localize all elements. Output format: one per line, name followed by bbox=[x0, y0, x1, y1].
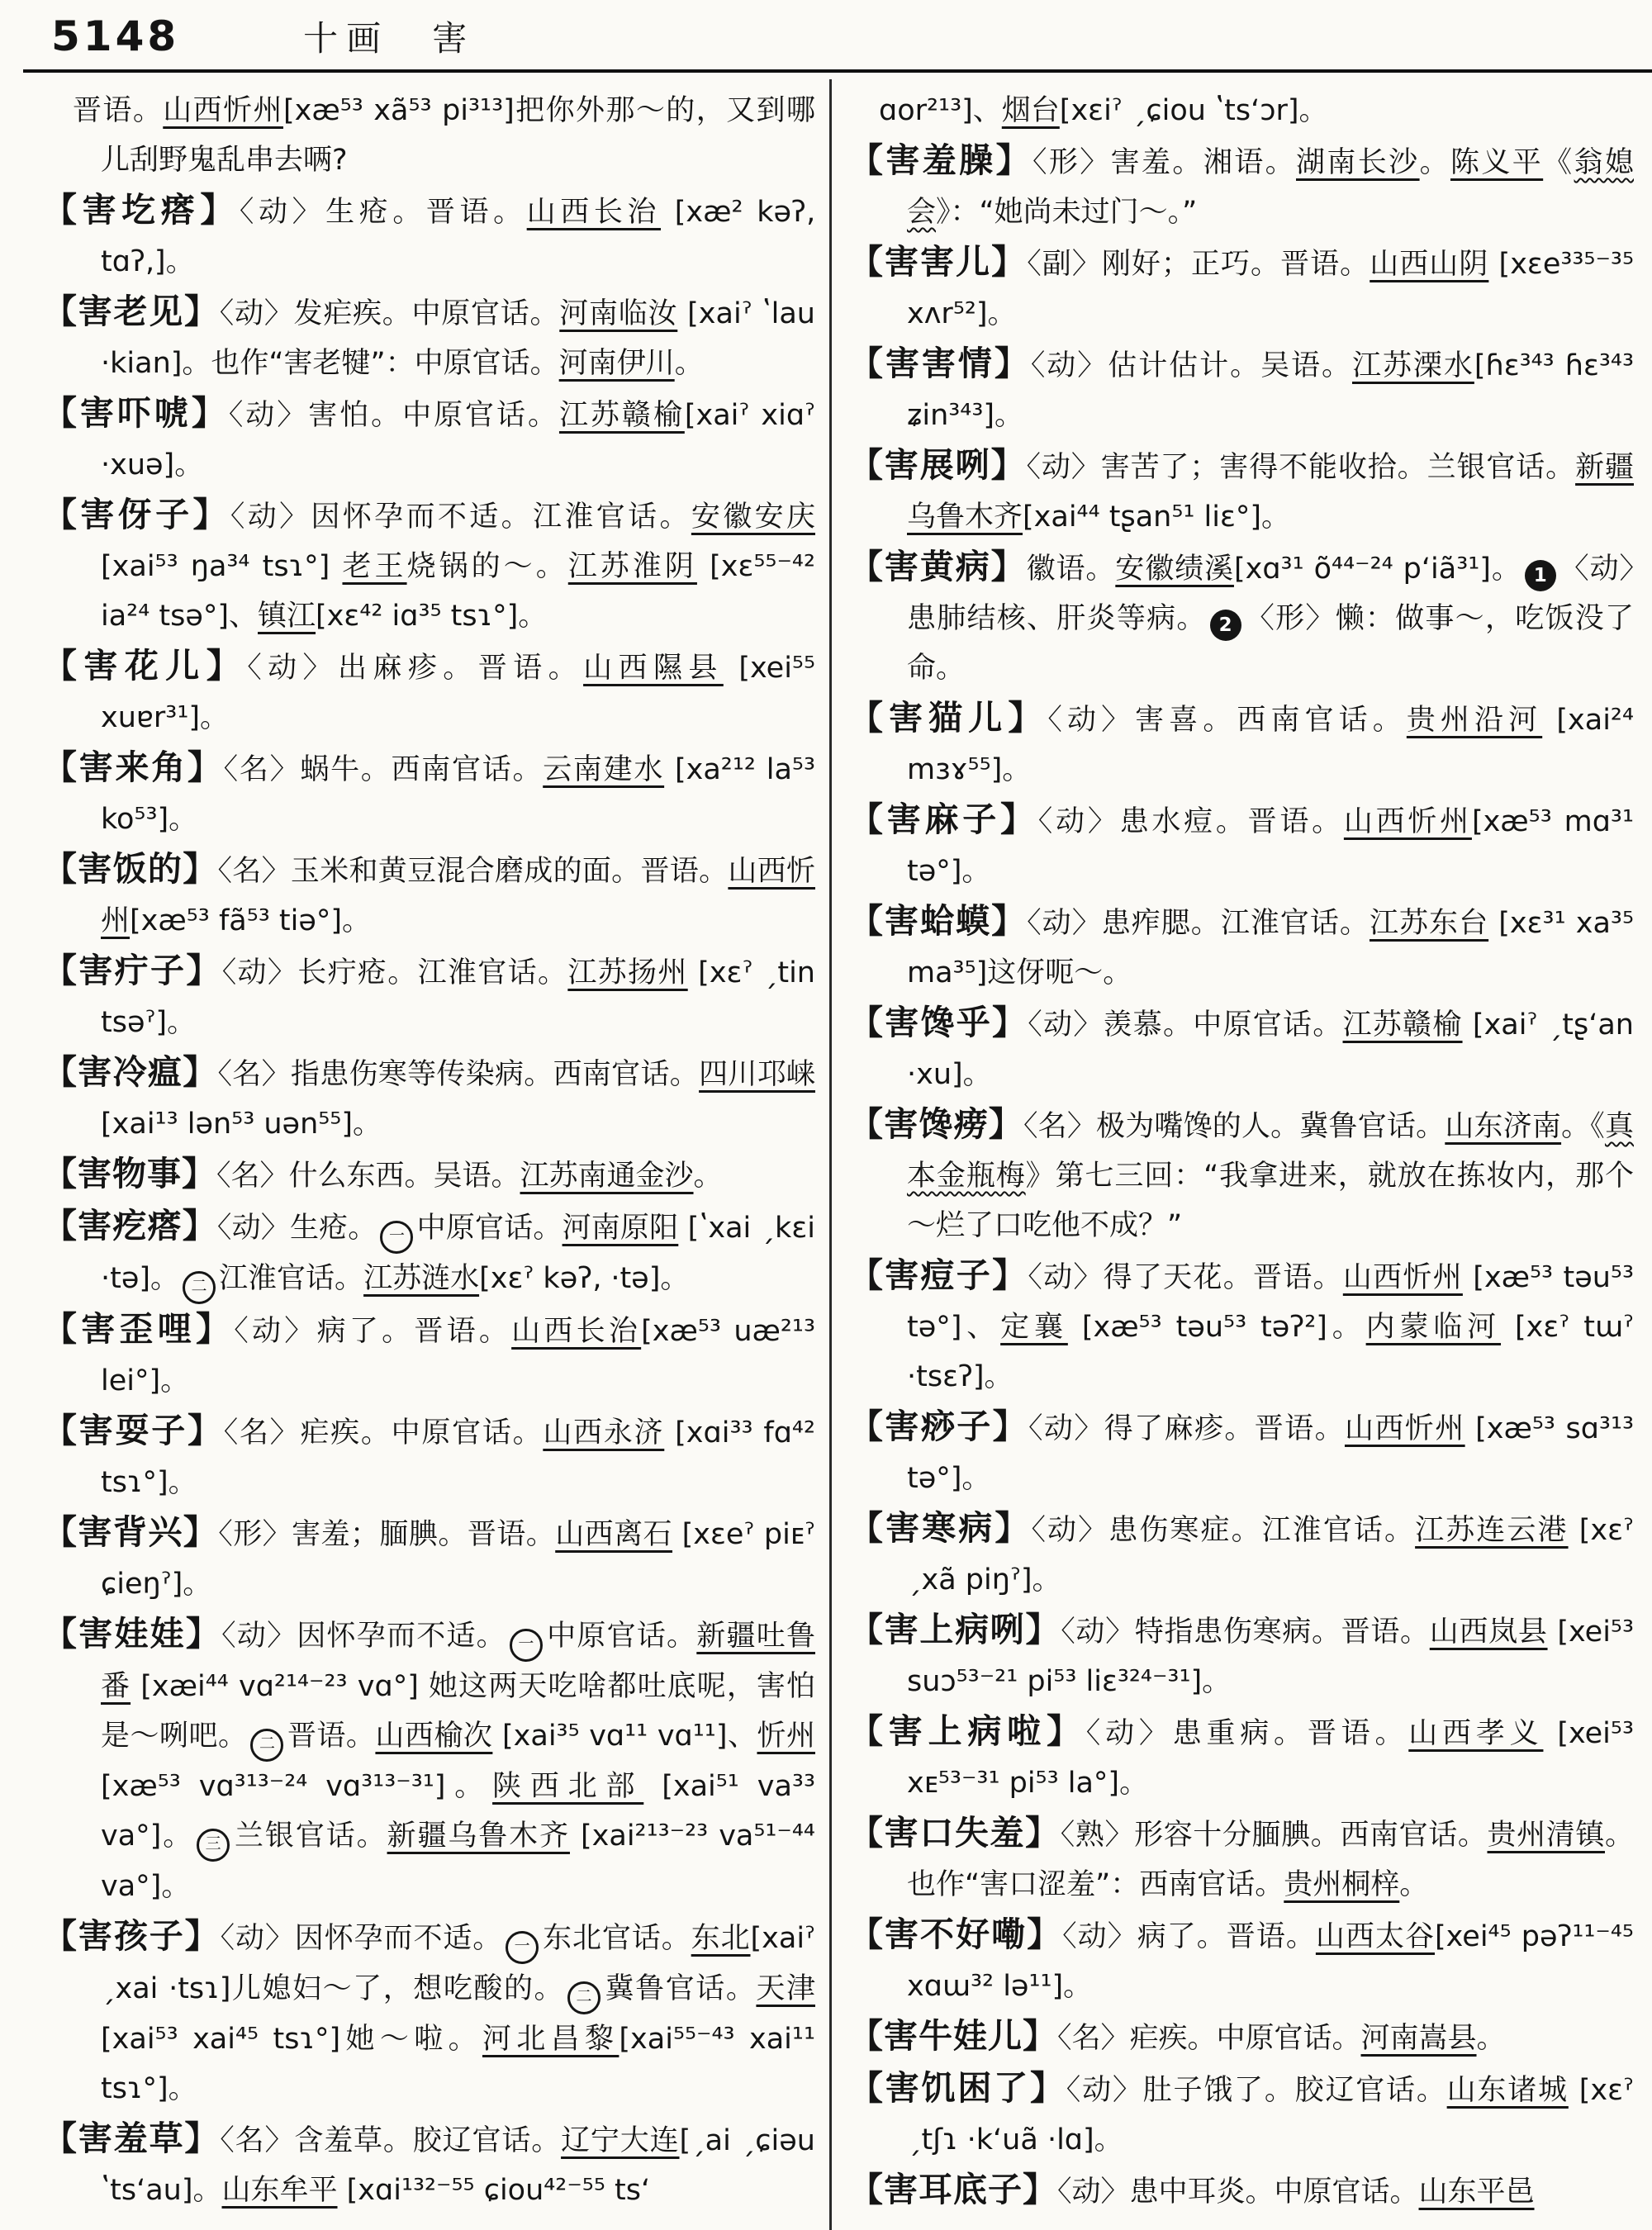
entry-text: [xei⁵³ xᴇ⁵³⁻³¹ pi⁵³ la°]。 bbox=[907, 1717, 1634, 1800]
dict-entry bbox=[849, 135, 1634, 237]
proper-name: 山东平邑 bbox=[1418, 2175, 1535, 2209]
entry-text: [xɛˀ ˏtin tsəˀ]。 bbox=[101, 956, 815, 1039]
entry-text: 〈动〉估计估计。吴语。 bbox=[1030, 349, 1352, 382]
entry-text: [ʽxai ˏkɛi ·tə]。 bbox=[101, 1212, 815, 1295]
entry-text: 。 bbox=[1399, 1868, 1429, 1901]
entry-text: [xai²⁴ mɜɤ⁵⁵]。 bbox=[907, 704, 1634, 786]
entry-headword: 【害饭的】 bbox=[43, 849, 218, 889]
entry-text: [xæ⁵³ sɑ³¹³ tə°]。 bbox=[907, 1412, 1635, 1495]
entry-headword: 【害馋乎】 bbox=[849, 1003, 1028, 1042]
proper-name: 山西忻州 bbox=[163, 94, 283, 127]
entry-text: 烧锅的～。 bbox=[406, 550, 568, 583]
entry-headword: 【害娃娃】 bbox=[43, 1614, 222, 1654]
left-column bbox=[43, 86, 815, 2215]
proper-name: 山西长治 bbox=[511, 1315, 642, 1348]
proper-name: 山西离石 bbox=[555, 1518, 673, 1551]
entry-text: 〈动〉肚子饿了。胶辽官话。 bbox=[1066, 2074, 1447, 2107]
entry-text: 〈动〉因怀孕而不适。 bbox=[221, 1620, 506, 1653]
entry-headword: 【害馋痨】 bbox=[849, 1104, 1023, 1144]
dict-entry bbox=[849, 1503, 1634, 1605]
proper-name: 忻州 bbox=[757, 1720, 815, 1753]
header-rule bbox=[23, 69, 1652, 73]
entry-text: 〈动〉得了天花。晋语。 bbox=[1028, 1261, 1343, 1294]
dict-entry bbox=[43, 1911, 815, 2114]
book-title: 翁媳会 bbox=[907, 146, 1634, 229]
proper-name: 贵州清镇 bbox=[1487, 1819, 1605, 1852]
sense-number-badge: 一 bbox=[380, 1221, 413, 1254]
entry-headword: 【害上病啦】 bbox=[849, 1711, 1086, 1751]
proper-name: 贵州沿河 bbox=[1406, 704, 1543, 737]
proper-name: 江苏赣榆 bbox=[1342, 1008, 1463, 1041]
proper-name: 河南原阳 bbox=[562, 1212, 679, 1245]
entry-text: 〈动〉害怕。中原官话。 bbox=[228, 399, 559, 432]
entry-text: 〈名〉疟疾。中原官话。 bbox=[1057, 2022, 1361, 2055]
entry-text: [xæ⁵³ təu⁵³ tə°]、 bbox=[907, 1261, 1634, 1344]
entry-text: [xɛ⁴² iɑ³⁵ tsɿ°]。 bbox=[316, 600, 548, 633]
entry-text: 。也作“害口涩羞”：西南官话。 bbox=[907, 1819, 1634, 1901]
proper-name: 江苏连云港 bbox=[1415, 1514, 1569, 1547]
entry-text: 〈动〉长疔疮。江淮官话。 bbox=[221, 956, 568, 989]
entry-text: [xɛˀ ˏxã piŋˀ]。 bbox=[907, 1514, 1634, 1597]
entry-text: [xei⁵⁵ xuɐr³¹]。 bbox=[101, 652, 815, 734]
entry-text: [xɛ⁵⁵⁻⁴² ia²⁴ tsə°]、 bbox=[101, 550, 815, 633]
entry-headword: 【害展咧】 bbox=[849, 445, 1027, 485]
dict-entry bbox=[43, 388, 815, 490]
entry-headword: 【害耍子】 bbox=[43, 1411, 224, 1450]
proper-name: 内蒙临河 bbox=[1365, 1311, 1502, 1344]
entry-text: [xai⁵³ xai⁴⁵ tsɿ°]她～啦。 bbox=[101, 2023, 482, 2056]
proper-name: 江苏淮阴 bbox=[567, 550, 697, 583]
entry-text: [xɛ³¹ xa³⁵ ma³⁵]这伢呃～。 bbox=[907, 907, 1634, 989]
proper-name: 山西太谷 bbox=[1315, 1920, 1435, 1953]
entry-text: 〈名〉玉米和黄豆混合磨成的面。晋语。 bbox=[217, 855, 729, 888]
entry-headword: 【害上病咧】 bbox=[849, 1610, 1061, 1649]
entry-text: [xæ⁵³ uæ²¹³ lei°]。 bbox=[101, 1315, 815, 1397]
entry-text: [xaiˀ xiɑˀ ·xuə]。 bbox=[101, 399, 815, 482]
proper-name: 河南临汝 bbox=[559, 297, 678, 330]
dict-entry bbox=[43, 743, 815, 844]
proper-name: 东北 bbox=[691, 1922, 751, 1955]
entry-headword: 【害来角】 bbox=[43, 747, 224, 787]
entry-text: [xæ² kəʔ‚ tɑʔ‚]。 bbox=[101, 196, 815, 278]
entry-text: 。 bbox=[1476, 2022, 1506, 2055]
entry-text: [xai⁴⁴ tʂan⁵¹ liɛ°]。 bbox=[1023, 501, 1291, 534]
entry-text: 〈动〉出麻疹。晋语。 bbox=[247, 652, 584, 685]
entry-text: [xæ⁵³ təu⁵³ təʔ²]。 bbox=[1067, 1311, 1366, 1344]
proper-name: 江苏赣榆 bbox=[558, 399, 685, 432]
proper-name: 新疆乌鲁木齐 bbox=[387, 1820, 570, 1853]
entry-headword: 【害物事】 bbox=[43, 1154, 216, 1193]
entry-headword: 【害饥困了】 bbox=[849, 2068, 1066, 2108]
entry-headword: 【害寒病】 bbox=[849, 1508, 1032, 1548]
entry-text: [ˏai ˏɕiəu ʽtsʻau]。 bbox=[101, 2124, 815, 2207]
proper-name: 山东济南 bbox=[1445, 1110, 1562, 1143]
entry-headword: 【害疙瘩】 bbox=[43, 1206, 217, 1245]
dict-entry bbox=[849, 237, 1634, 339]
proper-name: 山东牟平 bbox=[221, 2174, 338, 2207]
entry-text: [xæ⁵³ xã⁵³ pi³¹³]把你外那～的，又到哪儿刮野鬼乱串去唡? bbox=[101, 94, 815, 177]
entry-text: 〈动〉患水痘。晋语。 bbox=[1037, 805, 1344, 838]
entry-headword: 【害牛娃儿】 bbox=[849, 2016, 1057, 2056]
entry-headword: 【害害儿】 bbox=[849, 242, 1028, 282]
entry-text: 。 bbox=[1419, 146, 1450, 179]
entry-text: 〈名〉蜗牛。西南官话。 bbox=[223, 753, 544, 786]
entry-text: 〈动〉因怀孕而不适。 bbox=[220, 1922, 503, 1955]
proper-name: 天津 bbox=[756, 1972, 815, 2005]
sense-number-badge: 1 bbox=[1525, 560, 1556, 591]
entry-text: 〈形〉害羞。湘语。 bbox=[1032, 146, 1296, 179]
proper-name: 陈义平 bbox=[1450, 146, 1544, 179]
entry-text: [xɛiˀ ˏɕiou ʽtsʻɔr]。 bbox=[1059, 94, 1328, 127]
entry-text: 〈名〉什么东西。吴语。 bbox=[216, 1160, 520, 1193]
proper-name: 贵州桐梓 bbox=[1284, 1868, 1400, 1901]
dict-entry bbox=[849, 1402, 1634, 1503]
entry-headword: 【害羞臊】 bbox=[849, 140, 1032, 180]
entry-text: [xɛe³³⁵⁻³⁵ xʌr⁵²]。 bbox=[907, 248, 1634, 330]
dict-entry bbox=[43, 1149, 815, 1201]
entry-text: 中原官话。 bbox=[416, 1212, 563, 1245]
dict-entry bbox=[849, 2063, 1634, 2165]
entry-text: [xɛˀ kəʔ‚ ·tə]。 bbox=[479, 1262, 690, 1295]
proper-name: 新疆乌鲁木齐 bbox=[907, 451, 1634, 534]
continuation-paragraph bbox=[849, 86, 1634, 135]
proper-name: 山西长治 bbox=[526, 196, 662, 229]
entry-text: 江淮官话。 bbox=[219, 1262, 364, 1295]
dict-entry bbox=[43, 1201, 815, 1304]
dict-entry bbox=[43, 287, 815, 388]
entry-text: 兰银官话。 bbox=[233, 1820, 387, 1853]
dict-entry bbox=[849, 795, 1634, 896]
dict-entry bbox=[43, 1304, 815, 1406]
proper-name: 山西榆次 bbox=[375, 1720, 493, 1753]
proper-name: 山西永济 bbox=[543, 1416, 665, 1450]
proper-name: 河南伊川 bbox=[558, 347, 675, 380]
sense-number-badge: 三 bbox=[197, 1829, 230, 1862]
dict-entry bbox=[43, 1507, 815, 1609]
proper-name: 江苏南通金沙 bbox=[520, 1160, 694, 1193]
entry-text: [ɦɛ³⁴³ ɦɛ³⁴³ ʑin³⁴³]。 bbox=[907, 349, 1634, 432]
entry-text: [xɛˀ ˏtʃɿ ·kʻuã ·lɑ]。 bbox=[907, 2074, 1634, 2156]
sense-number-badge: 二 bbox=[567, 1981, 601, 2014]
sense-number-badge: 二 bbox=[250, 1729, 283, 1762]
entry-headword: 【害痧子】 bbox=[849, 1407, 1029, 1446]
dict-entry bbox=[43, 1406, 815, 1507]
entry-text: 〈动〉发疟疾。中原官话。 bbox=[219, 297, 560, 330]
dict-entry bbox=[43, 2114, 815, 2215]
entry-headword: 【害黄病】 bbox=[849, 547, 1027, 586]
entry-text: 徽语。 bbox=[1026, 553, 1116, 586]
proper-name: 老王 bbox=[342, 550, 407, 583]
right-column bbox=[849, 86, 1634, 2217]
entry-text: [xai²¹³⁻²³ va⁵¹⁻⁴⁴ va°]。 bbox=[101, 1820, 815, 1903]
dict-entry bbox=[43, 1047, 815, 1149]
entry-headword: 【害圪瘩】 bbox=[43, 190, 240, 230]
proper-name: 山西忻州 bbox=[1343, 805, 1472, 838]
entry-text: [xei⁵³ suɔ⁵³⁻²¹ pi⁵³ liɛ³²⁴⁻³¹]。 bbox=[907, 1616, 1634, 1698]
entry-text: [xai⁵³ ŋa³⁴ tsɿ°] bbox=[101, 550, 343, 583]
dict-entry bbox=[43, 1609, 815, 1911]
entry-text: [xæi⁴⁴ vɑ²¹⁴⁻²³ vɑ°] 她这两天吃啥都吐底呢，害怕是～咧吧。 bbox=[101, 1670, 815, 1753]
entry-text: 〈动〉患伤寒症。江淮官话。 bbox=[1031, 1514, 1416, 1547]
sense-number-badge: 2 bbox=[1210, 610, 1241, 641]
entry-text: [xa²¹² la⁵³ ko⁵³]。 bbox=[101, 753, 815, 836]
entry-text: [xɛˀ tɯˀ ·tsɛʔ]。 bbox=[907, 1311, 1634, 1393]
entry-text: 冀鲁官话。 bbox=[604, 1972, 757, 2005]
dict-entry bbox=[43, 185, 815, 287]
proper-name: 安徽绩溪 bbox=[1115, 553, 1234, 586]
proper-name: 陕西北部 bbox=[492, 1770, 644, 1803]
proper-name: 湖南长沙 bbox=[1296, 146, 1420, 179]
entry-text: 。《 bbox=[1561, 1110, 1605, 1143]
entry-text: 〈动〉因怀孕而不适。江淮官话。 bbox=[230, 501, 691, 534]
entry-text: 》：“她尚未过门～。” bbox=[936, 196, 1198, 229]
proper-name: 新疆吐鲁番 bbox=[101, 1620, 815, 1703]
entry-text: [xɑi³³ fɑ⁴² tsɿ°]。 bbox=[101, 1416, 815, 1499]
proper-name: 山西山阴 bbox=[1370, 248, 1489, 281]
entry-text: [xai⁵⁵⁻⁴³ xai¹¹ tsɿ°]。 bbox=[101, 2023, 815, 2105]
book-title: 真本金瓶梅 bbox=[907, 1110, 1634, 1193]
entry-headword: 【害口失羞】 bbox=[849, 1813, 1061, 1853]
entry-headword: 【害冷瘟】 bbox=[43, 1052, 218, 1092]
entry-headword: 【害老见】 bbox=[43, 292, 220, 331]
entry-text: 〈动〉得了麻疹。晋语。 bbox=[1028, 1412, 1345, 1445]
proper-name: 辽宁大连 bbox=[561, 2124, 680, 2157]
entry-text: [xæ⁵³ fã⁵³ tiə°]。 bbox=[130, 904, 372, 937]
entry-headword: 【害蛤蟆】 bbox=[849, 901, 1028, 941]
dict-entry bbox=[849, 1808, 1634, 1910]
entry-text: 东北官话。 bbox=[542, 1922, 691, 1955]
dict-entry bbox=[43, 844, 815, 946]
entry-text: ɑor²¹³]、 bbox=[879, 94, 1002, 127]
dict-entry bbox=[43, 490, 815, 641]
dict-entry bbox=[849, 1250, 1634, 1402]
dict-entry bbox=[849, 339, 1634, 440]
entry-text: 〈动〉特指患伤寒病。晋语。 bbox=[1061, 1616, 1430, 1649]
entry-text: 〈形〉懒：做事～，吃饭没了命。 bbox=[907, 602, 1634, 685]
entry-headword: 【害麻子】 bbox=[849, 799, 1038, 839]
entry-text: 晋语。 bbox=[287, 1720, 376, 1753]
entry-text: [xɛeˀ piᴇˀ ɕieŋˀ]。 bbox=[101, 1518, 815, 1601]
entry-headword: 【害花儿】 bbox=[43, 646, 248, 686]
proper-name: 江苏东台 bbox=[1369, 907, 1489, 940]
entry-text: 〈动〉生疮。晋语。 bbox=[239, 196, 527, 229]
entry-headword: 【害羞草】 bbox=[43, 2118, 221, 2158]
page-header bbox=[51, 12, 467, 61]
entry-text: 。 bbox=[693, 1160, 723, 1193]
entry-headword: 【害疔子】 bbox=[43, 951, 222, 990]
dict-entry bbox=[849, 542, 1634, 693]
entry-headword: 【害孩子】 bbox=[43, 1916, 221, 1956]
entry-text: [xai⁵¹ va³³ va°]。 bbox=[101, 1770, 815, 1853]
sense-number-badge: 一 bbox=[506, 1931, 539, 1964]
entry-headword: 【害伢子】 bbox=[43, 495, 230, 534]
proper-name: 河南嵩县 bbox=[1360, 2022, 1477, 2055]
proper-name: 山西忻州 bbox=[1342, 1261, 1463, 1294]
entry-text: 〈动〉患痄腮。江淮官话。 bbox=[1027, 907, 1370, 940]
entry-text: [xai¹³ lən⁵³ uən⁵⁵]。 bbox=[101, 1108, 382, 1141]
entry-text: 〈名〉含羞草。胶辽官话。 bbox=[220, 2124, 562, 2157]
dict-entry bbox=[849, 693, 1634, 795]
dict-entry bbox=[849, 1910, 1634, 2011]
proper-name: 江苏涟水 bbox=[363, 1262, 480, 1295]
entry-text: 〈动〉害苦了；害得不能收拾。兰银官话。 bbox=[1026, 451, 1576, 484]
dict-entry bbox=[849, 440, 1634, 542]
proper-name: 山西孝义 bbox=[1408, 1717, 1544, 1750]
entry-text: [xei⁴⁵ pəʔ¹¹⁻⁴⁵ xɑɯ³² lə¹¹]。 bbox=[907, 1920, 1634, 2003]
dict-entry bbox=[849, 998, 1634, 1099]
entry-text: 〈动〉患重病。晋语。 bbox=[1085, 1717, 1409, 1750]
entry-text: 〈动〉病了。晋语。 bbox=[1062, 1920, 1316, 1953]
continuation-paragraph bbox=[43, 86, 815, 185]
entry-text: 〈名〉疟疾。中原官话。 bbox=[223, 1416, 544, 1450]
stroke-section-label: 十画 bbox=[303, 18, 390, 59]
entry-text: 〈动〉患中耳炎。中原官话。 bbox=[1057, 2175, 1419, 2209]
entry-headword: 【害不好嘞】 bbox=[849, 1914, 1063, 1954]
proper-name: 烟台 bbox=[1001, 94, 1060, 127]
dict-entry bbox=[43, 946, 815, 1047]
entry-headword: 【害耳底子】 bbox=[849, 2170, 1057, 2209]
dict-entry bbox=[43, 641, 815, 743]
entry-text: 晋语。 bbox=[73, 94, 164, 127]
dict-entry bbox=[849, 1706, 1634, 1808]
entry-headword: 【害歪哩】 bbox=[43, 1309, 235, 1349]
entry-text: [xaiˀ ʽlau ·kian]。也作“害老犍”：中原官话。 bbox=[101, 297, 815, 380]
proper-name: 河北昌黎 bbox=[482, 2023, 620, 2056]
entry-headword: 【害害情】 bbox=[849, 344, 1031, 383]
page-number: 5148 bbox=[51, 12, 180, 60]
proper-name: 山西忻州 bbox=[1344, 1412, 1465, 1445]
dict-entry bbox=[849, 1605, 1634, 1706]
entry-text: 〈名〉指患伤寒等传染病。西南官话。 bbox=[217, 1058, 700, 1091]
entry-text: [xæ⁵³ mɑ³¹ tə°]。 bbox=[907, 805, 1634, 888]
proper-name: 定襄 bbox=[1000, 1311, 1068, 1344]
entry-text: [xɑi¹³²⁻⁵⁵ ɕiou⁴²⁻⁵⁵ tsʻ bbox=[337, 2174, 651, 2207]
proper-name: 山东诸城 bbox=[1446, 2074, 1569, 2107]
proper-name: 四川邛崃 bbox=[699, 1058, 815, 1091]
proper-name: 山西忻州 bbox=[101, 855, 815, 937]
entry-headword: 【害猫儿】 bbox=[849, 698, 1048, 738]
entry-text: 〈名〉极为嘴馋的人。冀鲁官话。 bbox=[1023, 1110, 1446, 1143]
entry-text: 〈动〉羡慕。中原官话。 bbox=[1028, 1008, 1343, 1041]
entry-headword: 【害痘子】 bbox=[849, 1255, 1028, 1295]
entry-headword: 【害背兴】 bbox=[43, 1512, 219, 1552]
entry-text: 》第七三回：“我拿进来，就放在拣妆内，那个～烂了口吃他不成？” bbox=[907, 1160, 1634, 1242]
entry-text: 〈熟〉形容十分腼腆。西南官话。 bbox=[1060, 1819, 1488, 1852]
entry-text: 〈形〉害羞；腼腆。晋语。 bbox=[218, 1518, 556, 1551]
entry-text: [xai³⁵ vɑ¹¹ vɑ¹¹]、 bbox=[492, 1720, 757, 1753]
entry-text: [xaiˀ ˏtʂʻan ·xu]。 bbox=[907, 1008, 1634, 1091]
dict-entry bbox=[849, 2165, 1634, 2217]
entry-headword: 【害吓唬】 bbox=[43, 393, 229, 433]
radical-char: 害 bbox=[432, 18, 468, 59]
dict-entry bbox=[849, 1099, 1634, 1250]
entry-text: 〈副〉刚好；正巧。晋语。 bbox=[1027, 248, 1370, 281]
entry-text: 中原官话。 bbox=[545, 1620, 697, 1653]
proper-name: 山西岚县 bbox=[1429, 1616, 1548, 1649]
entry-text: [xæ⁵³ vɑ³¹³⁻²⁴ vɑ³¹³⁻³¹]。 bbox=[101, 1770, 493, 1803]
proper-name: 江苏扬州 bbox=[567, 956, 688, 989]
proper-name: 江苏溧水 bbox=[1351, 349, 1474, 382]
entry-text: [xaiˀ ˏxai ·tsɿ]儿媳妇～了，想吃酸的。 bbox=[101, 1922, 815, 2005]
entry-text: 〈动〉病了。晋语。 bbox=[234, 1315, 512, 1348]
column-divider bbox=[829, 79, 832, 2230]
entry-text: 《 bbox=[1543, 146, 1574, 179]
dict-entry bbox=[849, 2011, 1634, 2063]
entry-text: 〈动〉害喜。西南官话。 bbox=[1047, 704, 1407, 737]
sense-number-badge: 二 bbox=[183, 1271, 216, 1304]
entry-text: 〈动〉生疮。 bbox=[216, 1212, 377, 1245]
entry-text: 〈动〉患肺结核、肝炎等病。 bbox=[907, 553, 1634, 635]
entry-text: [xɑ³¹ õ⁴⁴⁻²⁴ pʻiã³¹]。 bbox=[1233, 553, 1521, 586]
sense-number-badge: 一 bbox=[510, 1629, 543, 1662]
proper-name: 安徽安庆 bbox=[691, 501, 815, 534]
dict-entry bbox=[849, 896, 1634, 998]
entry-text: 。 bbox=[674, 347, 704, 380]
proper-name: 山西隰县 bbox=[583, 652, 724, 685]
proper-name: 镇江 bbox=[258, 600, 316, 633]
proper-name: 云南建水 bbox=[543, 753, 665, 786]
